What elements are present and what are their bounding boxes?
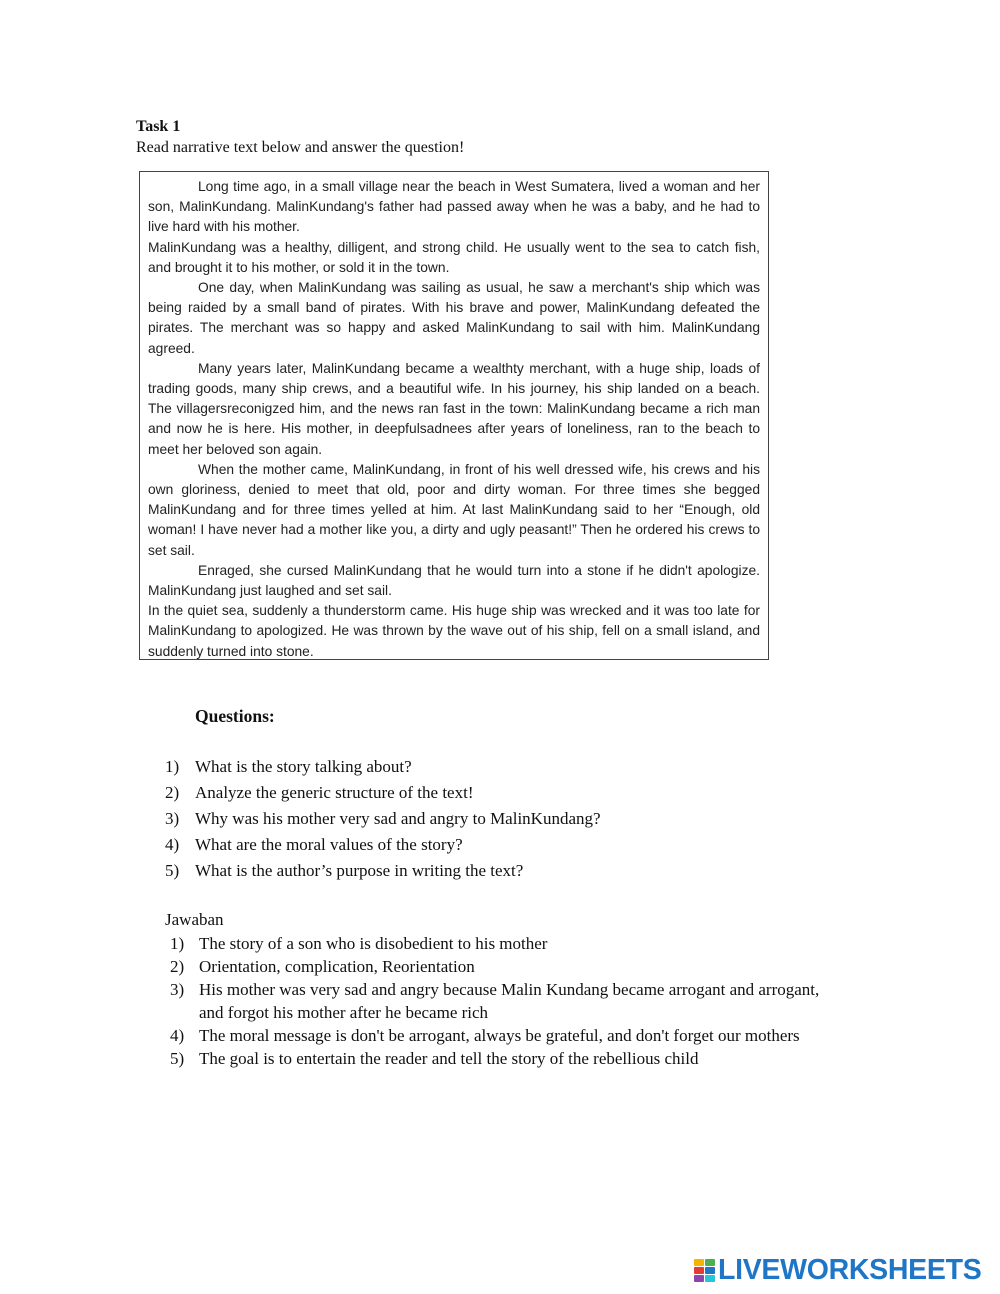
answer-item <box>170 932 830 955</box>
logo-tile <box>705 1259 715 1266</box>
questions-list <box>165 754 601 884</box>
answer-number: 4) <box>170 1026 185 1045</box>
answer-text: The goal is to entertain the reader and tell the story of the rebellious child <box>199 1049 699 1068</box>
question-number: 1) <box>165 757 180 776</box>
question-number: 4) <box>165 835 180 854</box>
story-paragraph: One day, when MalinKundang was sailing as usual, he saw a merchant's ship which was being raided by a small band of pirates. With his brave and power, MalinKundang defeated the pirates. The merchant was so happy and asked MalinKundang to sail with him. MalinKundang agreed. <box>148 280 760 356</box>
question-number: 3) <box>165 809 180 828</box>
answer-number: 1) <box>170 934 185 953</box>
liveworksheets-logo-icon <box>693 1258 715 1282</box>
logo-text: LIVEWORKSHEETS <box>718 1253 982 1286</box>
answers-list <box>170 932 830 1070</box>
answers-heading: Jawaban <box>165 910 224 929</box>
task-instruction: Read narrative text below and answer the question! <box>136 139 465 156</box>
question-number: 2) <box>165 783 180 802</box>
answer-number: 3) <box>170 980 185 999</box>
story-paragraph: MalinKundang was a healthy, dilligent, and strong child. He usually went to the sea to catch fish, and brought it to his mother, or sold it in the town. <box>148 239 760 275</box>
logo-tile <box>694 1259 704 1266</box>
answer-item <box>170 1024 830 1047</box>
answer-text: The moral message is don't be arrogant, always be grateful, and don't forget our mothers <box>199 1026 800 1045</box>
task-title: Task 1 <box>136 118 181 135</box>
logo-tile <box>694 1267 704 1274</box>
question-text: What are the moral values of the story? <box>195 835 463 854</box>
story-paragraph: When the mother came, MalinKundang, in front of his well dressed wife, his crews and his own gloriness, denied to meet that old, poor and dirty woman. For three times she begged MalinKundang and for three times yelled at him. At last MalinKundang said to her “Enough, old woman! I have never had a mother like you, a dirty and ugly peasant!” Then he ordered his crews to set sail. <box>148 461 760 558</box>
answer-number: 5) <box>170 1049 185 1068</box>
liveworksheets-logo[interactable] <box>693 1255 981 1285</box>
story-paragraph: Many years later, MalinKundang became a wealthty merchant, with a huge ship, loads of trading goods, many ship crews, and a beautiful wife. In his journey, his ship landed on a beach. The villagersreconigzed him, and the news ran fast in the town: MalinKundang became a rich man and now he is here. His mother, in deepfulsadnees after years of loneliness, ran to the beach to meet her beloved son again. <box>148 360 760 457</box>
questions-heading: Questions: <box>195 706 275 726</box>
question-item <box>165 832 601 858</box>
story-paragraph: Long time ago, in a small village near the beach in West Sumatera, lived a woman and her son, MalinKundang. MalinKundang's father had passed away when he was a baby, and he had to live hard with his mother. <box>148 179 760 235</box>
logo-tile <box>705 1275 715 1282</box>
story-paragraph: Enraged, she cursed MalinKundang that he would turn into a stone if he didn't apologize. MalinKundang just laughed and set sail. <box>148 562 760 599</box>
question-item <box>165 806 601 832</box>
question-item <box>165 754 601 780</box>
story-paragraph: In the quiet sea, suddenly a thunderstorm came. His huge ship was wrecked and it was too late for MalinKundang to apologized. He was thrown by the wave out of his ship, fell on a small island, and suddenly turned into stone. <box>148 603 760 659</box>
answer-text: Orientation, complication, Reorientation <box>199 957 475 976</box>
answer-item <box>170 955 830 978</box>
story-box <box>139 171 769 660</box>
question-text: What is the author’s purpose in writing the text? <box>195 861 524 880</box>
question-item <box>165 858 601 884</box>
question-text: Why was his mother very sad and angry to MalinKundang? <box>195 809 601 828</box>
answer-item <box>170 1047 830 1070</box>
answer-number: 2) <box>170 957 185 976</box>
question-text: What is the story talking about? <box>195 757 412 776</box>
answer-text: The story of a son who is disobedient to his mother <box>199 934 548 953</box>
answer-text: His mother was very sad and angry because Malin Kundang became arrogant and arrogant, and forgot his mother after he became rich <box>199 980 820 1022</box>
answer-item <box>170 978 830 1024</box>
logo-tile <box>694 1275 704 1282</box>
logo-tile <box>705 1267 715 1274</box>
question-item <box>165 780 601 806</box>
question-text: Analyze the generic structure of the text! <box>195 783 474 802</box>
question-number: 5) <box>165 861 180 880</box>
